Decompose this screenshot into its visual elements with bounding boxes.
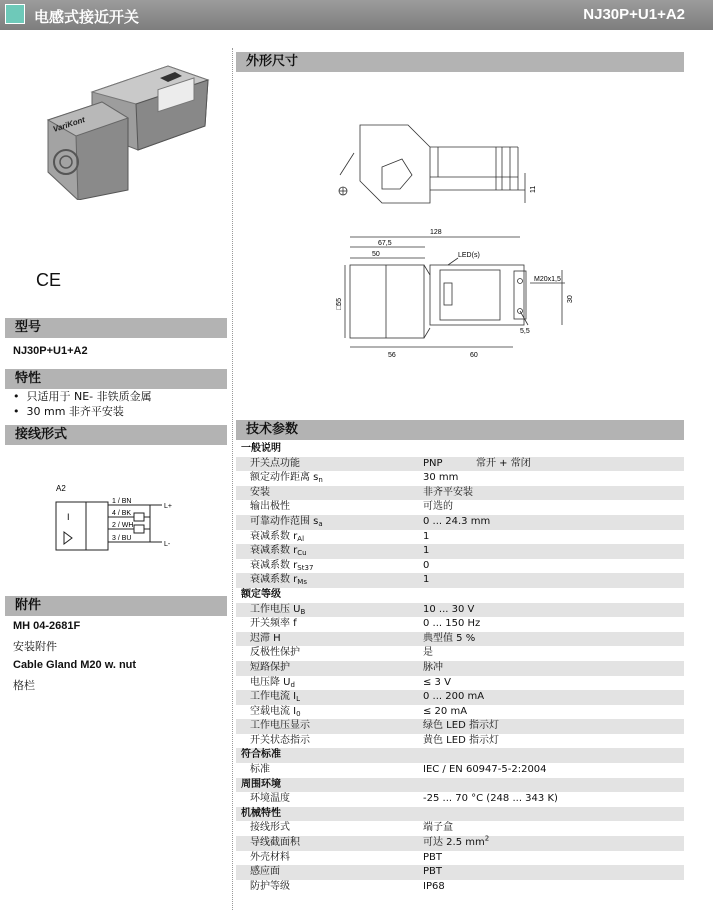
spec-label-text: 衰减系数 — [250, 530, 290, 542]
spec-symbol-subscript: 0 — [296, 709, 301, 718]
spec-symbol-subscript: L — [296, 695, 301, 704]
spec-label — [250, 719, 310, 734]
spec-label — [250, 646, 300, 661]
spec-symbol-subscript: St37 — [297, 563, 314, 572]
section-features-header: 特性 — [5, 369, 227, 389]
spec-value-text: 端子盒 — [423, 822, 453, 834]
accessory-2-desc: 格栏 — [13, 679, 35, 692]
spec-label-text: 迟滞 — [250, 632, 270, 644]
dim-5-5: 5,5 — [520, 328, 530, 335]
spec-symbol: s — [310, 472, 319, 484]
wire-label-3: 2 / WH — [112, 522, 134, 529]
spec-value-text: PBT — [423, 866, 442, 878]
spec-label-text: 衰减系数 — [250, 559, 290, 571]
spec-row — [236, 821, 684, 836]
section-connection-header: 接线形式 — [5, 425, 227, 445]
spec-value — [423, 471, 458, 486]
spec-label — [250, 530, 304, 545]
spec-row — [236, 515, 684, 530]
spec-symbol: I — [290, 691, 297, 703]
side-view — [339, 125, 525, 203]
spec-row — [236, 792, 684, 807]
spec-group-label: 符合标准 — [241, 749, 281, 761]
spec-group-heading — [236, 442, 684, 457]
spec-value — [423, 603, 474, 618]
accessory-1-name: MH 04-2681F — [13, 620, 81, 632]
spec-value-text: 1 — [423, 574, 430, 586]
spec-symbol-subscript: n — [318, 476, 323, 485]
spec-label — [250, 705, 301, 720]
wire-label-1: 1 / BN — [112, 498, 132, 505]
spec-row — [236, 500, 684, 515]
dim-m20: M20x1,5 — [534, 276, 561, 283]
spec-row — [236, 705, 684, 720]
spec-row — [236, 763, 684, 778]
spec-value — [423, 573, 429, 588]
spec-label-text: 电压降 — [250, 676, 280, 688]
spec-value — [423, 821, 453, 836]
spec-label — [250, 792, 290, 807]
spec-label — [250, 515, 323, 530]
spec-label-text: 外壳材料 — [250, 851, 290, 863]
spec-value — [423, 734, 499, 749]
spec-value-text: -25 ... 70 °C (248 ... 343 K) — [423, 793, 558, 805]
wire-label-4: 3 / BU — [112, 535, 132, 542]
dimension-drawing — [330, 115, 590, 360]
spec-value-text: 典型值 5 % — [423, 632, 476, 644]
page-title: 电感式接近开关 — [34, 8, 140, 26]
spec-value-text: 0 ... 24.3 mm — [423, 515, 491, 527]
spec-group-heading — [236, 778, 684, 793]
spec-label-text: 工作电压 — [250, 603, 290, 615]
spec-value-text: 是 — [423, 647, 433, 659]
spec-row — [236, 836, 684, 851]
spec-row — [236, 851, 684, 866]
spec-label-text: 输出极性 — [250, 501, 290, 513]
spec-value — [423, 676, 451, 691]
spec-value-text: 10 ... 30 V — [423, 603, 475, 615]
ce-mark: CE — [36, 270, 62, 290]
product-image — [40, 60, 215, 200]
spec-value-secondary: 常开 + 常闭 — [476, 457, 531, 469]
spec-label — [250, 763, 270, 778]
spec-label — [250, 865, 280, 880]
spec-row — [236, 457, 684, 472]
spec-label — [250, 559, 313, 574]
spec-label-text: 开关点功能 — [250, 457, 300, 469]
spec-group-heading — [236, 807, 684, 822]
spec-group-label: 机械特性 — [241, 807, 281, 819]
spec-value — [423, 851, 442, 866]
spec-symbol: U — [290, 603, 301, 615]
spec-label-text: 衰减系数 — [250, 545, 290, 557]
spec-value — [423, 632, 475, 647]
spec-label — [250, 851, 290, 866]
spec-row — [236, 544, 684, 559]
spec-value-text: 非齐平安装 — [423, 486, 473, 498]
spec-group-label: 周围环境 — [241, 778, 281, 790]
spec-value-superscript: 2 — [484, 834, 490, 843]
spec-label-text: 开关频率 — [250, 618, 290, 630]
dim-67-5: 67,5 — [378, 240, 392, 247]
spec-value — [423, 792, 558, 807]
spec-label-text: 开关状态指示 — [250, 734, 310, 746]
spec-row — [236, 676, 684, 691]
sensor-mark: I — [67, 512, 70, 522]
spec-table — [236, 442, 684, 894]
spec-value-text: 可达 2.5 mm — [423, 837, 485, 849]
spec-label-text: 防护等级 — [250, 880, 290, 892]
spec-label — [250, 676, 295, 691]
accessory-1-desc: 安装附件 — [13, 640, 57, 653]
spec-label — [250, 661, 290, 676]
spec-value — [423, 515, 490, 530]
spec-value — [423, 763, 547, 778]
feature-item-1: • 只适用于 NE- 非铁质金属 — [13, 390, 152, 403]
spec-label-text: 工作电压显示 — [250, 720, 310, 732]
spec-row — [236, 617, 684, 632]
spec-value-text: IEC / EN 60947-5-2:2004 — [423, 764, 547, 776]
spec-symbol: s — [310, 515, 319, 527]
spec-label — [250, 880, 290, 895]
spec-label — [250, 500, 290, 515]
spec-row — [236, 603, 684, 618]
feature-text-2: 30 mm 非齐平安装 — [26, 405, 124, 418]
spec-symbol: r — [290, 574, 298, 586]
spec-row — [236, 471, 684, 486]
spec-symbol-subscript: Cu — [297, 549, 307, 558]
spec-label-text: 反极性保护 — [250, 647, 300, 659]
spec-label-text: 空载电流 — [250, 705, 290, 717]
spec-symbol-subscript: Al — [297, 534, 305, 543]
spec-value — [423, 559, 429, 574]
spec-label — [250, 821, 290, 836]
spec-value-text: 黄色 LED 指示灯 — [423, 734, 499, 746]
wiring-diagram — [50, 480, 190, 560]
spec-symbol: r — [290, 545, 298, 557]
spec-symbol: f — [290, 618, 297, 630]
spec-value-text: 可选的 — [423, 501, 453, 513]
spec-symbol-subscript: a — [318, 519, 323, 528]
spec-group-heading — [236, 588, 684, 603]
spec-label — [250, 486, 270, 501]
wire-label-2: 4 / BK — [112, 510, 132, 517]
spec-value — [423, 719, 499, 734]
dim-50: 50 — [372, 251, 380, 258]
spec-value-text: PBT — [423, 851, 442, 863]
spec-row — [236, 646, 684, 661]
dim-led: LED(s) — [458, 252, 480, 259]
spec-value-text: ≤ 3 V — [423, 676, 451, 688]
spec-label — [250, 471, 323, 486]
spec-symbol: r — [290, 559, 298, 571]
spec-value — [423, 690, 484, 705]
spec-value — [423, 486, 473, 501]
column-divider — [232, 48, 233, 910]
spec-value-text: 1 — [423, 545, 430, 557]
spec-value — [423, 530, 429, 545]
section-type-header: 型号 — [5, 318, 227, 338]
spec-value-text: 绿色 LED 指示灯 — [423, 720, 499, 732]
spec-label — [250, 573, 307, 588]
spec-label — [250, 690, 300, 705]
spec-row — [236, 632, 684, 647]
type-value: NJ30P+U1+A2 — [13, 345, 88, 357]
spec-value-text: 0 ... 150 Hz — [423, 618, 481, 630]
spec-label-text: 可靠动作范围 — [250, 515, 310, 527]
spec-value — [423, 646, 433, 661]
spec-value — [423, 836, 489, 851]
spec-label-text: 衰减系数 — [250, 574, 290, 586]
spec-label — [250, 734, 310, 749]
brand-logo-text: VariKont — [51, 115, 87, 134]
spec-value-text: 1 — [423, 530, 430, 542]
spec-row — [236, 734, 684, 749]
section-tech-header: 技术参数 — [236, 420, 684, 440]
spec-label-text: 安装 — [250, 486, 270, 498]
dim-11: 11 — [530, 185, 537, 193]
spec-symbol-subscript: d — [290, 680, 295, 689]
spec-symbol: I — [290, 705, 297, 717]
spec-value-text: 30 mm — [423, 472, 459, 484]
spec-symbol-subscript: B — [300, 607, 306, 616]
spec-label — [250, 617, 297, 632]
spec-group-label: 额定等级 — [241, 588, 281, 600]
spec-value-text: 0 — [423, 559, 430, 571]
spec-row — [236, 486, 684, 501]
spec-group-label: 一般说明 — [241, 443, 281, 454]
spec-value — [423, 544, 429, 559]
spec-value — [423, 500, 453, 515]
spec-row — [236, 530, 684, 545]
spec-symbol: H — [270, 632, 281, 644]
spec-symbol: U — [280, 676, 291, 688]
spec-symbol-subscript: Ms — [297, 578, 307, 587]
dim-56: 56 — [388, 352, 396, 359]
spec-row — [236, 880, 684, 895]
accessory-2-name: Cable Gland M20 w. nut — [13, 659, 137, 671]
spec-row — [236, 559, 684, 574]
spec-label-text: 导线截面积 — [250, 837, 300, 849]
dim-30: 30 — [567, 295, 574, 303]
spec-value-text: ≤ 20 mA — [423, 705, 468, 717]
spec-label-text: 额定动作距离 — [250, 472, 310, 484]
spec-value — [423, 457, 443, 472]
feature-item-2: • 30 mm 非齐平安装 — [13, 405, 124, 418]
spec-value-text: IP68 — [423, 880, 445, 892]
terminal-minus: L- — [164, 541, 171, 548]
terminal-plus: L+ — [164, 503, 172, 510]
spec-value-text: 0 ... 200 mA — [423, 691, 485, 703]
brand-square-icon — [5, 4, 25, 24]
spec-label — [250, 836, 300, 851]
spec-value — [423, 880, 445, 895]
spec-label-text: 标准 — [250, 764, 270, 776]
spec-value-text: PNP — [423, 457, 443, 469]
wiring-code: A2 — [56, 484, 66, 493]
spec-symbol: r — [290, 530, 298, 542]
spec-row — [236, 661, 684, 676]
header-model: NJ30P+U1+A2 — [583, 6, 685, 23]
header-bar — [0, 0, 713, 30]
dim-60: 60 — [470, 352, 478, 359]
spec-group-heading — [236, 748, 684, 763]
section-dimensions-header: 外形尺寸 — [236, 52, 684, 72]
spec-row — [236, 865, 684, 880]
feature-text-1: 只适用于 NE- 非铁质金属 — [26, 390, 152, 403]
spec-value-text: 脉冲 — [423, 661, 443, 673]
dim-55: □55 — [336, 297, 343, 310]
spec-label-text: 短路保护 — [250, 661, 290, 673]
dim-128: 128 — [430, 229, 442, 236]
spec-value — [423, 617, 480, 632]
spec-label — [250, 603, 305, 618]
spec-label — [250, 457, 300, 472]
spec-row — [236, 573, 684, 588]
spec-value — [423, 705, 467, 720]
spec-value — [423, 865, 442, 880]
spec-row — [236, 719, 684, 734]
spec-row — [236, 690, 684, 705]
spec-label-text: 工作电流 — [250, 691, 290, 703]
spec-value — [423, 661, 443, 676]
spec-label-text: 接线形式 — [250, 822, 290, 834]
spec-label — [250, 544, 307, 559]
section-accessories-header: 附件 — [5, 596, 227, 616]
spec-label-text: 环境温度 — [250, 793, 290, 805]
spec-label — [250, 632, 281, 647]
spec-label-text: 感应面 — [250, 866, 280, 878]
